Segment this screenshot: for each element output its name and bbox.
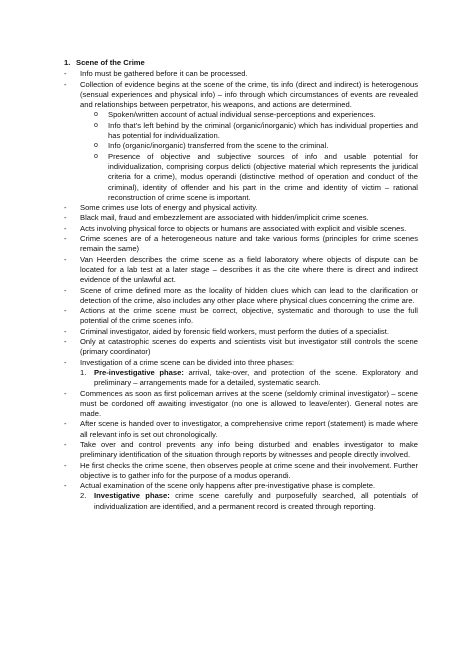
- list-item: - Only at catastrophic scenes do experts and scientists visit but investigator still controls the scene (primary coordinator): [64, 337, 418, 357]
- sub-list-item: o Spoken/written account of actual individual sense-perceptions and experiences.: [94, 110, 376, 120]
- phase-title: Pre-investigative phase:: [94, 367, 184, 377]
- bullet-marker: -: [64, 79, 67, 89]
- bullet-marker: -: [64, 306, 67, 316]
- bullet-marker: -: [64, 223, 67, 233]
- phase-number: 2.: [80, 491, 87, 501]
- sub-marker: o: [94, 121, 98, 129]
- list-item: - After scene is handed over to investigator, a comprehensive crime report (statement) is made where all relevant info is set out chronologically.: [64, 419, 418, 439]
- bullet-marker: -: [64, 203, 67, 213]
- section-heading: [64, 58, 418, 68]
- phase-list: [64, 368, 418, 389]
- bullet-marker: -: [64, 285, 67, 295]
- bullet-marker: -: [64, 337, 67, 347]
- phase-title: Investigative phase:: [94, 491, 170, 501]
- phase-item: 2. Investigative phase: crime scene carefully and purposefully searched, all potentials of individualization are identified, and a permanent record is created through reporting.: [80, 491, 418, 511]
- list-item: - Take over and control prevents any info being disturbed and enables investigator to make preliminary identification of the situation through reports by witnesses and people directly involved.: [64, 439, 418, 460]
- list-item: - Investigation of a crime scene can be divided into three phases:: [64, 357, 295, 367]
- sub-list-item: o Info that's left behind by the criminal (organic/inorganic) which has individual properties and has potential for individualization.: [94, 120, 418, 141]
- sub-list-item: o Presence of objective and subjective sources of info and usable potential for individualization, comprising corpus delicti (objective material which represents the juridical criteria for a crime), modus operandi (distinctive method of operation and conduct of the criminal), identity of offender and his part in the crime and identity of victim – rational reconstruction of crime scene is important.: [94, 151, 418, 202]
- section-title: Scene of the Crime: [76, 58, 145, 67]
- sub-marker: o: [94, 111, 98, 119]
- bullet-marker: -: [64, 254, 67, 264]
- bullet-marker: -: [64, 357, 67, 367]
- sub-marker: o: [94, 142, 98, 150]
- phase-list: [64, 491, 418, 512]
- bullet-marker: -: [64, 419, 67, 429]
- bullet-marker: -: [64, 460, 67, 470]
- section-number: 1.: [64, 58, 71, 67]
- list-item: - Van Heerden describes the crime scene as a field laboratory where objects of dispute can be located for a lab test at a later stage – describes it as the cite where there is direct and indirect evidence of the unlawful act.: [64, 254, 418, 285]
- list-item: - Acts involving physical force to objects or humans are associated with explicit and visible scenes.: [64, 223, 407, 233]
- list-item: - Black mail, fraud and embezzlement are associated with hidden/implicit crime scenes.: [64, 213, 369, 223]
- list-item: - Some crimes use lots of energy and physical activity.: [64, 203, 258, 213]
- list-item: - Commences as soon as first policeman arrives at the scene (seldomly criminal investigator) – scene must be cordoned off awaiting investigator (no one is allowed to leave/enter). General notes are made.: [64, 388, 418, 419]
- list-item: - Actual examination of the scene only happens after pre-investigative phase is complete.: [64, 481, 376, 491]
- bullet-marker: -: [64, 439, 67, 449]
- list-item: - Scene of crime defined more as the locality of hidden clues which can lead to the clarification or detection of the crime, also includes any other place where physical clues concerning the crime are.: [64, 285, 418, 305]
- bullet-list: [64, 389, 418, 492]
- list-item: - Crime scenes are of a heterogeneous nature and take various forms (principles for crime scenes remain the same): [64, 234, 418, 254]
- bullet-marker: -: [64, 213, 67, 223]
- sub-marker: o: [94, 152, 98, 160]
- bullet-marker: -: [64, 388, 67, 398]
- bullet-marker: -: [64, 481, 67, 491]
- sub-list: [64, 110, 418, 203]
- bullet-list: [64, 203, 418, 368]
- bullet-list: [64, 69, 418, 110]
- list-item: - Info must be gathered before it can be processed.: [64, 69, 248, 79]
- phase-number: 1.: [80, 367, 87, 377]
- list-item: - Actions at the crime scene must be correct, objective, systematic and thorough to use the full potential of the crime scenes info.: [64, 306, 418, 326]
- bullet-marker: -: [64, 234, 67, 244]
- bullet-marker: -: [64, 326, 67, 336]
- bullet-marker: -: [64, 69, 67, 79]
- phase-item: 1. Pre-investigative phase: arrival, take-over, and protection of the scene. Exploratory and preliminary – arrangements made for a detailed, systematic search.: [80, 367, 418, 388]
- list-item: - He first checks the crime scene, then observes people at crime scene and their involvement. Further objective is to gather info for the purpose of a modus operandi.: [64, 460, 418, 480]
- sub-list-item: o Info (organic/inorganic) transferred from the scene to the criminal.: [94, 141, 329, 151]
- list-item: - Criminal investigator, aided by forensic field workers, must perform the duties of a specialist.: [64, 326, 389, 336]
- list-item: - Collection of evidence begins at the scene of the crime, tis info (direct and indirect) is heterogenous (sensual experiences and physical info) – info through which circumstances of events are revealed and relationships between perpetrator, his weapons, and actions are determined.: [64, 79, 418, 110]
